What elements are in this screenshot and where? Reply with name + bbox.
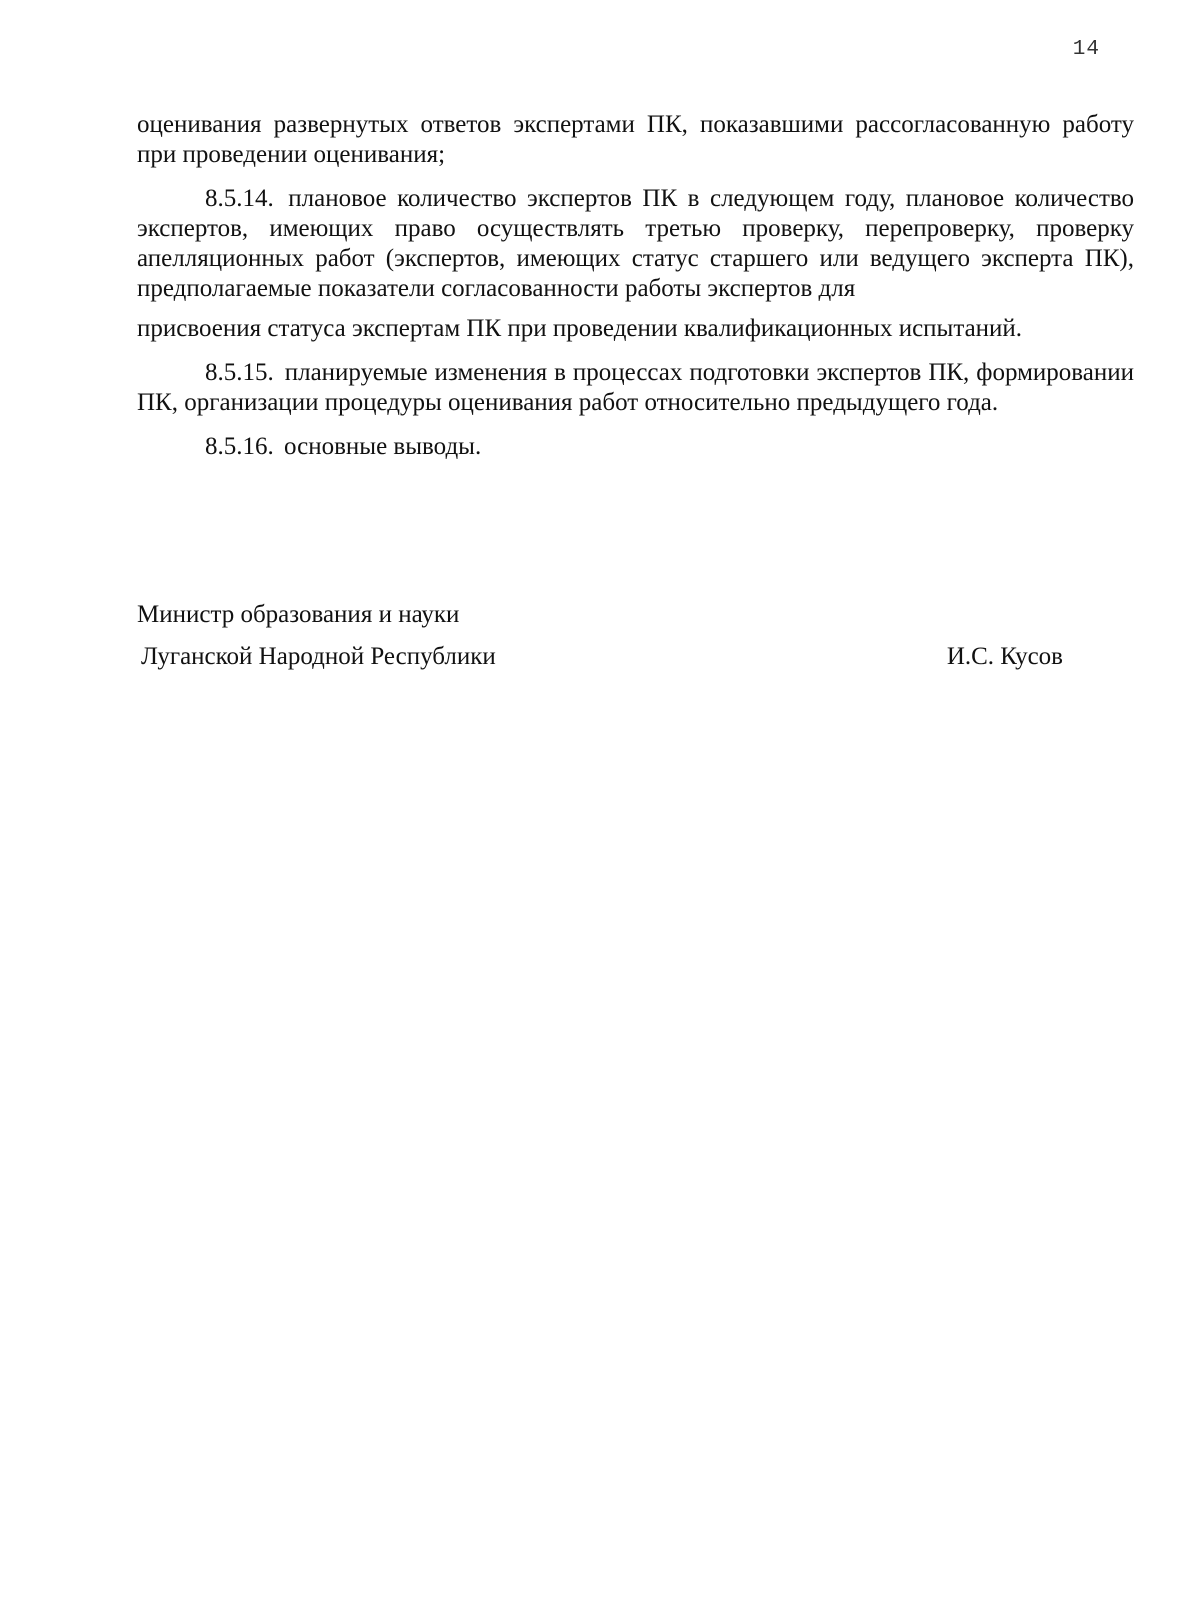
signature-row <box>137 636 1063 678</box>
paragraph-8-5-14-continuation: присвоения статуса экспертам ПК при проведении квалификационных испытаний. <box>137 315 1023 342</box>
signatory-title-line2: Луганской Народной Республики <box>141 643 496 670</box>
paragraph-number: 8.5.14. <box>205 185 274 212</box>
paragraph-number: 8.5.16. <box>205 433 274 460</box>
paragraph-text: планируемые изменения в процессах подготовки экспертов ПК, формировании ПК, организации процедуры оценивания работ относительно предыдущего года. <box>137 359 1134 416</box>
signatory-name: И.С. Кусов <box>946 643 1063 670</box>
page-number: 14 <box>1072 38 1100 61</box>
paragraph-continuation: оценивания развернутых ответов экспертами ПК, показавшими рассогласованную работу при проведении оценивания; <box>137 111 1134 168</box>
paragraph-8-5-14 <box>137 184 1134 304</box>
paragraph-8-5-15 <box>137 358 1134 418</box>
paragraph-text: основные выводы. <box>284 433 482 460</box>
paragraph-8-5-16 <box>137 432 1134 462</box>
document-body <box>137 110 1134 476</box>
signatory-title-line1: Министр образования и науки <box>137 601 460 628</box>
signature-block <box>137 594 1063 678</box>
paragraph-text: плановое количество экспертов ПК в следующем году, плановое количество экспертов, имеющих право осуществлять третью проверку, перепроверку, проверку апелляционных работ (экспертов, имеющих статус старшего или ведущего эксперта ПК), предполагаемые показатели согласованности работы экспертов для <box>137 185 1134 302</box>
paragraph-number: 8.5.15. <box>205 359 274 386</box>
